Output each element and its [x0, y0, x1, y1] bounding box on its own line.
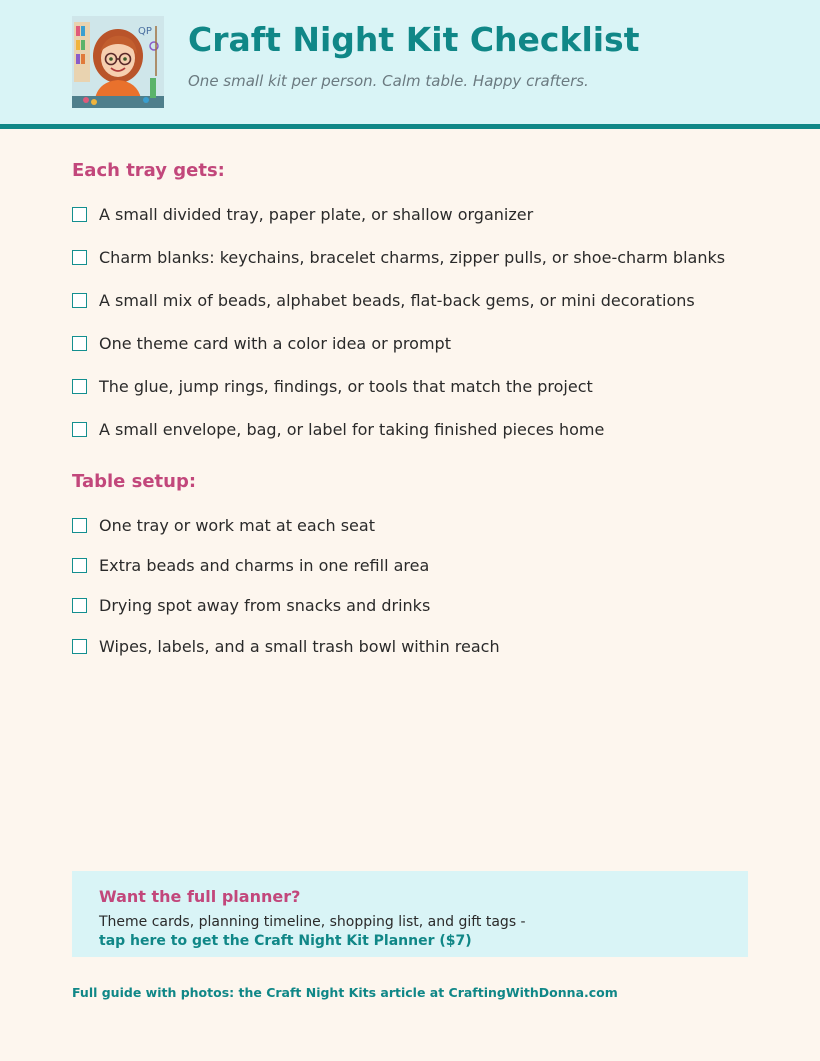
- avatar: [72, 16, 164, 108]
- crafter-avatar-illustration: [72, 16, 164, 108]
- checklist-item: [72, 545, 500, 585]
- table-section-heading: Table setup:: [72, 471, 197, 492]
- tray-section-heading: Each tray gets:: [72, 160, 225, 181]
- checklist-item: [72, 586, 500, 626]
- checkbox-icon[interactable]: [72, 379, 87, 394]
- planner-purchase-link[interactable]: tap here to get the Craft Night Kit Planner ($7): [99, 933, 472, 949]
- checkbox-icon[interactable]: [72, 518, 87, 533]
- planner-callout: [72, 871, 748, 957]
- tray-checklist: [72, 193, 725, 451]
- checkbox-icon[interactable]: [72, 336, 87, 351]
- page-subtitle: One small kit per person. Calm table. Happy crafters.: [188, 72, 589, 90]
- checklist-item: [72, 279, 725, 322]
- checklist-item: [72, 505, 500, 545]
- checklist-item-label: Charm blanks: keychains, bracelet charms, zipper pulls, or shoe-charm blanks: [99, 248, 726, 267]
- checkbox-icon[interactable]: [72, 598, 87, 613]
- checklist-item-label: A small mix of beads, alphabet beads, flat-back gems, or mini decorations: [99, 291, 695, 310]
- checkbox-icon[interactable]: [72, 293, 87, 308]
- checklist-item-label: A small divided tray, paper plate, or shallow organizer: [99, 205, 534, 224]
- checklist-item: [72, 236, 725, 279]
- callout-heading: Want the full planner?: [99, 887, 301, 906]
- checklist-item-label: Extra beads and charms in one refill area: [99, 555, 430, 575]
- checklist-item: [72, 193, 725, 236]
- svg-text:QP: QP: [138, 26, 152, 37]
- checklist-item-label: One tray or work mat at each seat: [99, 515, 375, 535]
- checklist-item-label: The glue, jump rings, findings, or tools that match the project: [99, 377, 593, 396]
- checkbox-icon[interactable]: [72, 639, 87, 654]
- checkbox-icon[interactable]: [72, 250, 87, 265]
- table-checklist: [72, 505, 500, 666]
- checklist-item-label: A small envelope, bag, or label for taking finished pieces home: [99, 420, 605, 439]
- page-header: [0, 0, 820, 129]
- checklist-item-label: One theme card with a color idea or prompt: [99, 334, 451, 353]
- checklist-item-label: Wipes, labels, and a small trash bowl within reach: [99, 636, 500, 656]
- page-title: Craft Night Kit Checklist: [188, 20, 640, 59]
- checklist-item-label: Drying spot away from snacks and drinks: [99, 596, 431, 616]
- checkbox-icon[interactable]: [72, 558, 87, 573]
- checklist-item: [72, 626, 500, 666]
- callout-text: Theme cards, planning timeline, shopping list, and gift tags -: [99, 914, 526, 930]
- full-guide-link[interactable]: Full guide with photos: the Craft Night Kits article at CraftingWithDonna.com: [72, 985, 618, 1000]
- checkbox-icon[interactable]: [72, 207, 87, 222]
- checklist-item: [72, 365, 725, 408]
- checklist-item: [72, 322, 725, 365]
- checkbox-icon[interactable]: [72, 422, 87, 437]
- checklist-item: [72, 408, 725, 451]
